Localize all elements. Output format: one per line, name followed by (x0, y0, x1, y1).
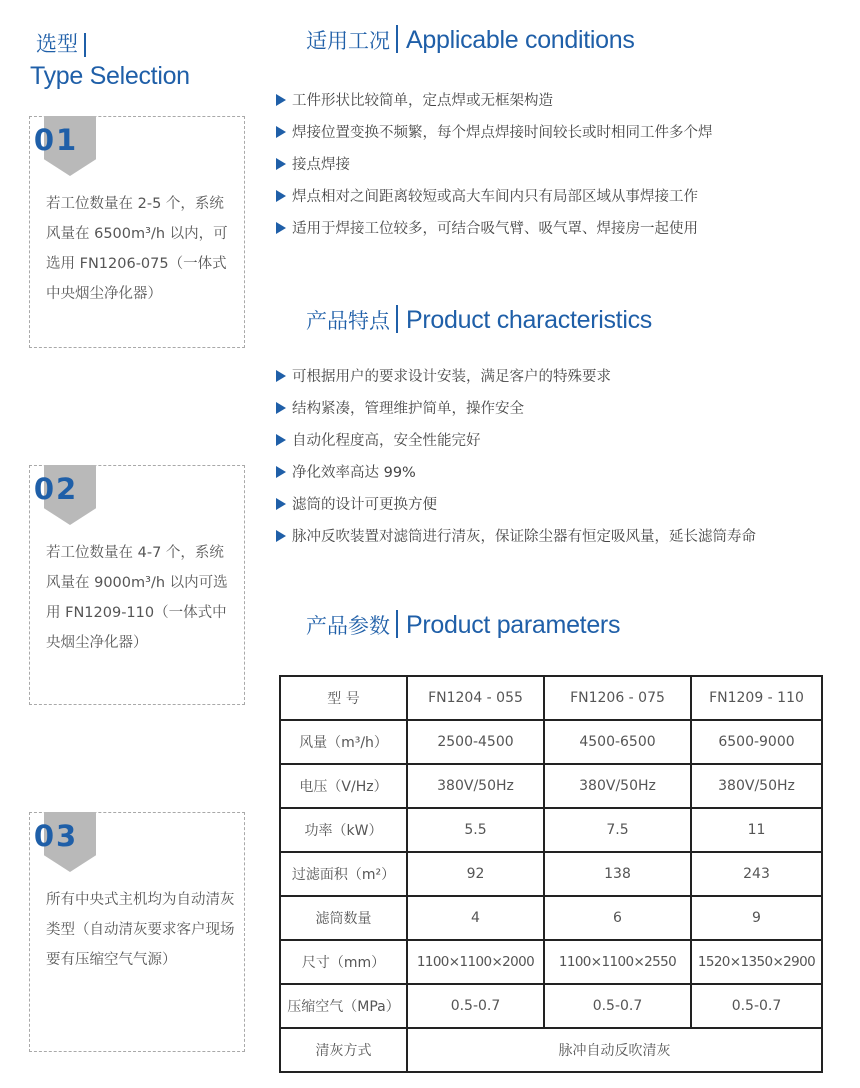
list-item (276, 117, 713, 149)
list-item-text: 焊接位置变换不频繁，每个焊点焊接时间较长或时相同工件多个焊 (292, 125, 713, 141)
table-cell: 5.5 (407, 808, 544, 852)
table-cell: 243 (691, 852, 822, 896)
table-row (280, 764, 822, 808)
list-item (276, 521, 756, 553)
applicable-section-title (306, 25, 635, 55)
table-row (280, 940, 822, 984)
arrow-icon (276, 94, 286, 106)
list-item-text: 自动化程度高，安全性能完好 (292, 433, 481, 449)
arrow-icon (276, 434, 286, 446)
table-cell: 9 (691, 896, 822, 940)
list-item-text: 可根据用户的要求设计安装，满足客户的特殊要求 (292, 369, 611, 385)
table-cell: 138 (544, 852, 691, 896)
title-divider (396, 610, 398, 638)
characteristics-list (276, 361, 756, 553)
table-cell-merged: 脉冲自动反吹清灰 (407, 1028, 822, 1072)
characteristics-section-title (306, 305, 652, 335)
table-header-cell: FN1209 - 110 (691, 676, 822, 720)
table-cell: 380V/50Hz (407, 764, 544, 808)
table-cell: 380V/50Hz (544, 764, 691, 808)
arrow-icon (276, 402, 286, 414)
list-item (276, 361, 756, 393)
arrow-icon (276, 530, 286, 542)
badge-number-03: 03 (33, 819, 79, 853)
table-cell: 滤筒数量 (280, 896, 407, 940)
table-cell: 压缩空气（MPa） (280, 984, 407, 1028)
type-selection-title-cn (36, 28, 86, 58)
list-item-text: 接点焊接 (292, 157, 350, 173)
selection-card-03-text: 所有中央式主机均为自动清灰类型（自动清灰要求客户现场要有压缩空气气源） (46, 892, 235, 968)
table-cell: 电压（V/Hz） (280, 764, 407, 808)
table-row (280, 896, 822, 940)
table-header-cell: FN1204 - 055 (407, 676, 544, 720)
list-item-text: 工件形状比较简单，定点焊或无框架构造 (292, 93, 553, 109)
badge-number-02: 02 (33, 472, 79, 506)
table-cell: 1100×1100×2000 (407, 940, 544, 984)
list-item (276, 213, 713, 245)
table-row (280, 720, 822, 764)
table-cell: 7.5 (544, 808, 691, 852)
arrow-icon (276, 126, 286, 138)
table-row (280, 852, 822, 896)
table-header-cell: FN1206 - 075 (544, 676, 691, 720)
type-selection-title-cn-text: 选型 (36, 32, 78, 56)
list-item (276, 149, 713, 181)
parameters-section-title (306, 610, 620, 640)
table-cell: 1520×1350×2900 (691, 940, 822, 984)
table-cell: 92 (407, 852, 544, 896)
table-cell: 4 (407, 896, 544, 940)
selection-card-02-text: 若工位数量在 4-7 个，系统风量在 9000m³/h 以内可选用 FN1209-110（一体式中央烟尘净化器） (46, 545, 228, 651)
selection-card-02 (29, 465, 245, 705)
table-cell: 尺寸（mm） (280, 940, 407, 984)
list-item-text: 净化效率高达 99% (292, 465, 416, 481)
list-item (276, 181, 713, 213)
table-cell: 清灰方式 (280, 1028, 407, 1072)
arrow-icon (276, 222, 286, 234)
list-item (276, 489, 756, 521)
selection-card-03 (29, 812, 245, 1052)
table-cell: 过滤面积（m²） (280, 852, 407, 896)
badge-number-01: 01 (33, 123, 79, 157)
table-header-cell: 型 号 (280, 676, 407, 720)
list-item (276, 85, 713, 117)
table-row (280, 808, 822, 852)
table-cell: 4500-6500 (544, 720, 691, 764)
selection-card-01-text: 若工位数量在 2-5 个，系统风量在 6500m³/h 以内，可选用 FN1206-075（一体式中央烟尘净化器） (46, 196, 228, 302)
table-cell: 0.5-0.7 (544, 984, 691, 1028)
list-item-text: 焊点相对之间距离较短或高大车间内只有局部区域从事焊接工作 (292, 189, 698, 205)
arrow-icon (276, 158, 286, 170)
title-divider (396, 25, 398, 53)
table-cell: 2500-4500 (407, 720, 544, 764)
list-item-text: 滤筒的设计可更换方便 (292, 497, 437, 513)
title-divider (396, 305, 398, 333)
table-cell: 11 (691, 808, 822, 852)
list-item (276, 393, 756, 425)
table-cell: 380V/50Hz (691, 764, 822, 808)
applicable-list (276, 85, 713, 245)
list-item (276, 457, 756, 489)
arrow-icon (276, 466, 286, 478)
table-row (280, 984, 822, 1028)
table-row (280, 1028, 822, 1072)
table-cell: 0.5-0.7 (691, 984, 822, 1028)
list-item-text: 结构紧凑，管理维护简单，操作安全 (292, 401, 524, 417)
arrow-icon (276, 370, 286, 382)
list-item-text: 适用于焊接工位较多，可结合吸气臂、吸气罩、焊接房一起使用 (292, 221, 698, 237)
table-cell: 功率（kW） (280, 808, 407, 852)
title-divider (84, 33, 86, 57)
applicable-title-en: Applicable conditions (406, 26, 635, 54)
table-header-row (280, 676, 822, 720)
characteristics-title-en: Product characteristics (406, 306, 652, 334)
table-cell: 1100×1100×2550 (544, 940, 691, 984)
table-cell: 风量（m³/h） (280, 720, 407, 764)
selection-card-01 (29, 116, 245, 348)
type-selection-title-en: Type Selection (30, 62, 190, 90)
list-item-text: 脉冲反吹装置对滤筒进行清灰，保证除尘器有恒定吸风量，延长滤筒寿命 (292, 529, 756, 545)
parameters-table (279, 675, 823, 1073)
arrow-icon (276, 498, 286, 510)
table-cell: 6 (544, 896, 691, 940)
applicable-title-cn: 适用工况 (306, 29, 390, 53)
table-cell: 0.5-0.7 (407, 984, 544, 1028)
arrow-icon (276, 190, 286, 202)
parameters-title-en: Product parameters (406, 611, 621, 639)
characteristics-title-cn: 产品特点 (306, 309, 390, 333)
list-item (276, 425, 756, 457)
table-cell: 6500-9000 (691, 720, 822, 764)
parameters-title-cn: 产品参数 (306, 614, 390, 638)
